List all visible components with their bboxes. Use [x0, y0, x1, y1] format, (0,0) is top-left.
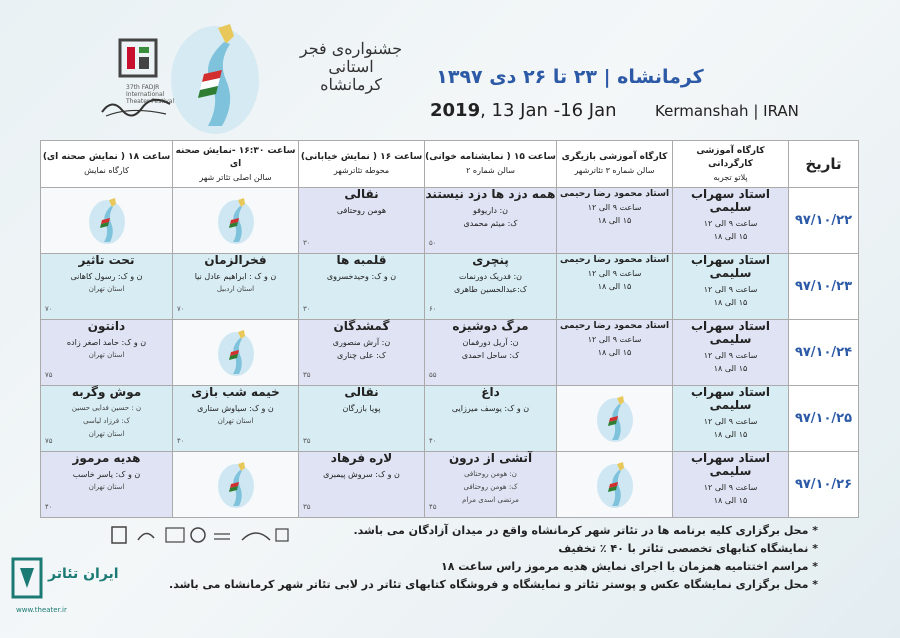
statue-icon	[216, 326, 256, 378]
column-header-title: ساعت ۱۵ ( نمایشنامه خوانی)	[425, 152, 556, 162]
price-label: ۷۰	[45, 305, 53, 313]
location-en: Kermanshah | IRAN	[655, 102, 799, 120]
cell-line: استان تهران	[217, 417, 254, 425]
cell-line: ساعت ۹ الی ۱۲	[703, 351, 758, 360]
price-label: ۴۵	[429, 503, 437, 511]
table-cell	[425, 320, 557, 386]
cell-title: استاد سهراب سلیمی	[690, 253, 770, 280]
cell-title: خیمه شب بازی	[191, 385, 280, 399]
cell-title: داغ	[481, 385, 500, 399]
statue-icon	[87, 194, 127, 246]
iran-theater-url: www.theater.ir	[16, 606, 67, 614]
cell-line: استان تهران	[88, 430, 125, 438]
note-line: * محل برگزاری نمایشگاه عکس و پوستر تئاتر و نمایشگاه و فروشگاه کتابهای تئاتر در لابی تئاتر شهر کرمانشاه می باشد.	[169, 578, 818, 591]
column-header-title: کارگاه آموزشی بازیگری	[561, 152, 668, 162]
table-cell	[299, 386, 425, 452]
table-row	[41, 386, 859, 452]
column-header	[557, 141, 673, 188]
price-label: ۶۰	[429, 305, 437, 313]
cell-title: استاد محمود رضا رحیمی	[559, 189, 670, 199]
cell-title: مرگ دوشیزه	[452, 319, 529, 333]
cell-line: مرتضی اسدی مرام	[462, 496, 519, 504]
schedule-table	[40, 140, 859, 518]
cell-line: ۱۵ الی ۱۸	[597, 348, 632, 357]
cell-line: ن و ک: وحیدخسروی	[326, 272, 397, 281]
cell-title: نقالی	[344, 187, 379, 201]
cell-line: استان اردبیل	[216, 285, 255, 293]
cell-line: استان تهران	[88, 351, 125, 359]
poster-header	[0, 0, 900, 140]
statue-icon	[595, 458, 635, 510]
cell-title: فخرالزمان	[204, 253, 267, 267]
column-header-sub: سالن شماره ۳ تئاترشهر	[574, 166, 655, 175]
table-cell	[425, 254, 557, 320]
iran-theater-logo-icon	[10, 556, 44, 600]
table-cell	[41, 320, 173, 386]
cell-line: ساعت ۹ الی ۱۲	[587, 203, 642, 212]
price-label: ۷۰	[177, 305, 185, 313]
table-cell	[299, 188, 425, 254]
table-cell	[41, 254, 173, 320]
date-cell: ۹۷/۱۰/۲۶	[789, 452, 859, 518]
column-header	[173, 141, 299, 188]
cell-line: ن : حسین فدایی حسین	[71, 404, 142, 412]
column-header-title: تاریخ	[805, 154, 842, 173]
date-en-range: , 13 Jan -16 Jan	[480, 100, 617, 121]
table-cell	[41, 188, 173, 254]
festival-title-line3: کرمانشاه	[320, 75, 382, 94]
column-header-title: ساعت ۱۶ ( نمایش خیابانی)	[300, 152, 423, 162]
table-cell	[173, 254, 299, 320]
note-line: * محل برگزاری کلیه برنامه ها در تئاتر شهر کرمانشاه واقع در میدان آزادگان می باشد.	[353, 524, 818, 537]
table-cell	[557, 320, 673, 386]
table-cell	[173, 320, 299, 386]
cell-line: ۱۵ الی ۱۸	[713, 232, 748, 241]
cell-line: ۱۵ الی ۱۸	[597, 282, 632, 291]
column-header-sub: پلاتو تجربه	[713, 172, 748, 182]
cell-line: هومن روحتافی	[336, 206, 387, 215]
column-header	[41, 141, 173, 188]
cell-title: نقالی	[344, 385, 379, 399]
table-row	[41, 320, 859, 386]
cell-line: پویا بازرگان	[342, 404, 381, 413]
date-cell: ۹۷/۱۰/۲۳	[789, 254, 859, 320]
cell-title: موش وگربه	[71, 385, 142, 399]
date-en-year: 2019	[430, 100, 481, 121]
price-label: ۳۵	[303, 503, 311, 511]
cell-line: ک: میثم محمدی	[463, 219, 518, 228]
table-cell	[425, 386, 557, 452]
column-header	[789, 141, 859, 188]
cell-title: همه دزد ها دزد نیستند	[425, 187, 556, 201]
cell-line: ۱۵ الی ۱۸	[713, 430, 748, 439]
date-en	[430, 100, 660, 121]
column-header-title: ساعت ۱۸ ( نمایش صحنه ای)	[42, 152, 171, 162]
column-header-sub: محوطه تئاترشهر	[333, 166, 390, 175]
cell-title: لاره فرهاد	[330, 451, 393, 465]
table-cell	[425, 188, 557, 254]
price-label: ۳۰	[303, 239, 311, 247]
cell-line: ن و ک: یوسف میرزایی	[451, 404, 530, 413]
iran-theater-logo	[10, 556, 120, 626]
price-label: ۷۵	[45, 371, 53, 379]
table-cell	[557, 386, 673, 452]
cell-line: ن و ک: یاسر خاسب	[72, 470, 141, 479]
cell-line: ک: هومن روحتافی	[463, 483, 518, 491]
cell-line: ک: علی چناری	[337, 351, 386, 360]
table-row	[41, 452, 859, 518]
cell-line: ساعت ۹ الی ۱۲	[703, 285, 758, 294]
note-line: * مراسم اختتامیه همزمان با اجرای نمایش هدیه مرموز راس ساعت ۱۸	[441, 560, 818, 573]
table-cell	[299, 452, 425, 518]
cell-line: ک: ساحل احمدی	[461, 351, 520, 360]
price-label: ۷۵	[45, 437, 53, 445]
table-cell	[173, 452, 299, 518]
price-label: ۳۵	[303, 437, 311, 445]
cell-line: ساعت ۹ الی ۱۲	[703, 417, 758, 426]
festival-title-line1: جشنواره‌ی فجر	[299, 39, 403, 58]
table-cell	[299, 254, 425, 320]
table-cell	[173, 188, 299, 254]
table-cell	[299, 320, 425, 386]
table-cell	[41, 386, 173, 452]
cell-title: استاد سهراب سلیمی	[690, 385, 770, 412]
cell-line: استان تهران	[88, 285, 125, 293]
date-cell: ۹۷/۱۰/۲۵	[789, 386, 859, 452]
column-header-sub: سالن اصلی تئاتر شهر	[199, 172, 272, 182]
table-cell	[673, 386, 789, 452]
cell-title: استاد سهراب سلیمی	[690, 187, 770, 214]
table-cell	[557, 188, 673, 254]
table-header-row	[41, 141, 859, 188]
table-cell	[673, 188, 789, 254]
price-label: ۴۰	[429, 437, 437, 445]
cell-line: استان تهران	[88, 483, 125, 491]
cell-line: ک:عبدالحسین طاهری	[454, 285, 527, 294]
cell-line: ن: فدریک دورنمات	[458, 272, 523, 281]
price-label: ۴۰	[177, 437, 185, 445]
table-cell	[673, 452, 789, 518]
iran-theater-logo-text: ایران تئاتر	[48, 566, 119, 582]
festival-title	[296, 40, 406, 94]
table-cell	[41, 452, 173, 518]
cell-line: ک: فرزاد لیاسی	[83, 417, 130, 425]
price-label: ۳۰	[303, 305, 311, 313]
festival-statue-icon	[160, 14, 270, 138]
cell-title: استاد سهراب سلیمی	[690, 451, 770, 478]
cell-line: ساعت ۹ الی ۱۲	[703, 219, 758, 228]
cell-title: هدیه مرموز	[72, 451, 141, 465]
cell-line: ن: هومن روحتافی	[464, 470, 517, 478]
table-cell	[557, 254, 673, 320]
cell-line: ۱۵ الی ۱۸	[713, 364, 748, 373]
cell-title: دانتون	[87, 319, 126, 333]
cell-line: ن و ک: سروش پیمبری	[323, 470, 400, 479]
cell-title: قلمبه ها	[336, 253, 387, 267]
cell-line: ساعت ۹ الی ۱۲	[587, 269, 642, 278]
cell-title: تحت تاثیر	[78, 253, 135, 267]
cell-line: ۱۵ الی ۱۸	[597, 216, 632, 225]
date-cell: ۹۷/۱۰/۲۴	[789, 320, 859, 386]
intl-festival-text: 37th FADJR International Theater Festival	[126, 84, 175, 105]
cell-title: آتشی از درون	[448, 451, 533, 465]
column-header-sub: کارگاه نمایش	[84, 166, 129, 175]
table-cell	[425, 452, 557, 518]
column-header	[425, 141, 557, 188]
festival-title-line2: استانی	[328, 57, 374, 76]
cell-line: ۱۵ الی ۱۸	[713, 496, 748, 505]
note-line: * نمایشگاه کتابهای تخصصی تئاتر با ۴۰ ٪ تخفیف	[558, 542, 818, 555]
column-header	[299, 141, 425, 188]
column-header	[673, 141, 789, 188]
table-row	[41, 188, 859, 254]
cell-title: پنچری	[472, 253, 509, 267]
column-header-title: کارگاه آموزشی کارگردانی	[696, 145, 765, 169]
notes-section	[150, 522, 818, 594]
price-label: ۴۰	[45, 503, 53, 511]
column-header-sub: سالن شماره ۲	[466, 166, 515, 175]
price-label: ۵۰	[429, 239, 437, 247]
date-cell: ۹۷/۱۰/۲۲	[789, 188, 859, 254]
statue-icon	[216, 458, 256, 510]
cell-line: ساعت ۹ الی ۱۲	[703, 483, 758, 492]
cell-line: ن و ک: سیاوش ستاری	[197, 404, 274, 413]
cell-line: ن و ک: رسول کاهانی	[70, 272, 143, 281]
cell-title: استاد سهراب سلیمی	[690, 319, 770, 346]
cell-line: ن: آرش منصوری	[332, 338, 391, 347]
cell-line: ساعت ۹ الی ۱۲	[587, 335, 642, 344]
table-cell	[173, 386, 299, 452]
statue-icon	[595, 392, 635, 444]
statue-icon	[216, 194, 256, 246]
cell-line: ن و ک : ابراهیم عادل نیا	[194, 272, 277, 281]
table-cell	[557, 452, 673, 518]
cell-line: ن: آریل دورفمان	[462, 338, 519, 347]
cell-line: ن: داریوفو	[472, 206, 509, 215]
cell-line: ۱۵ الی ۱۸	[713, 298, 748, 307]
cell-title: استاد محمود رضا رحیمی	[559, 321, 670, 331]
fadjr-logo-icon	[118, 38, 158, 78]
cell-line: ن و ک: حامد اصغر زاده	[66, 338, 147, 347]
price-label: ۵۵	[429, 371, 437, 379]
table-cell	[673, 320, 789, 386]
city-dates-fa: کرمانشاه | ۲۳ تا ۲۶ دی ۱۳۹۷	[436, 66, 704, 88]
cell-title: استاد محمود رضا رحیمی	[559, 255, 670, 265]
table-cell	[673, 254, 789, 320]
table-row	[41, 254, 859, 320]
cell-title: گمشدگان	[333, 319, 390, 333]
price-label: ۳۵	[303, 371, 311, 379]
column-header-title: ساعت ۱۶:۳۰ -نمایش صحنه ای	[175, 145, 296, 169]
